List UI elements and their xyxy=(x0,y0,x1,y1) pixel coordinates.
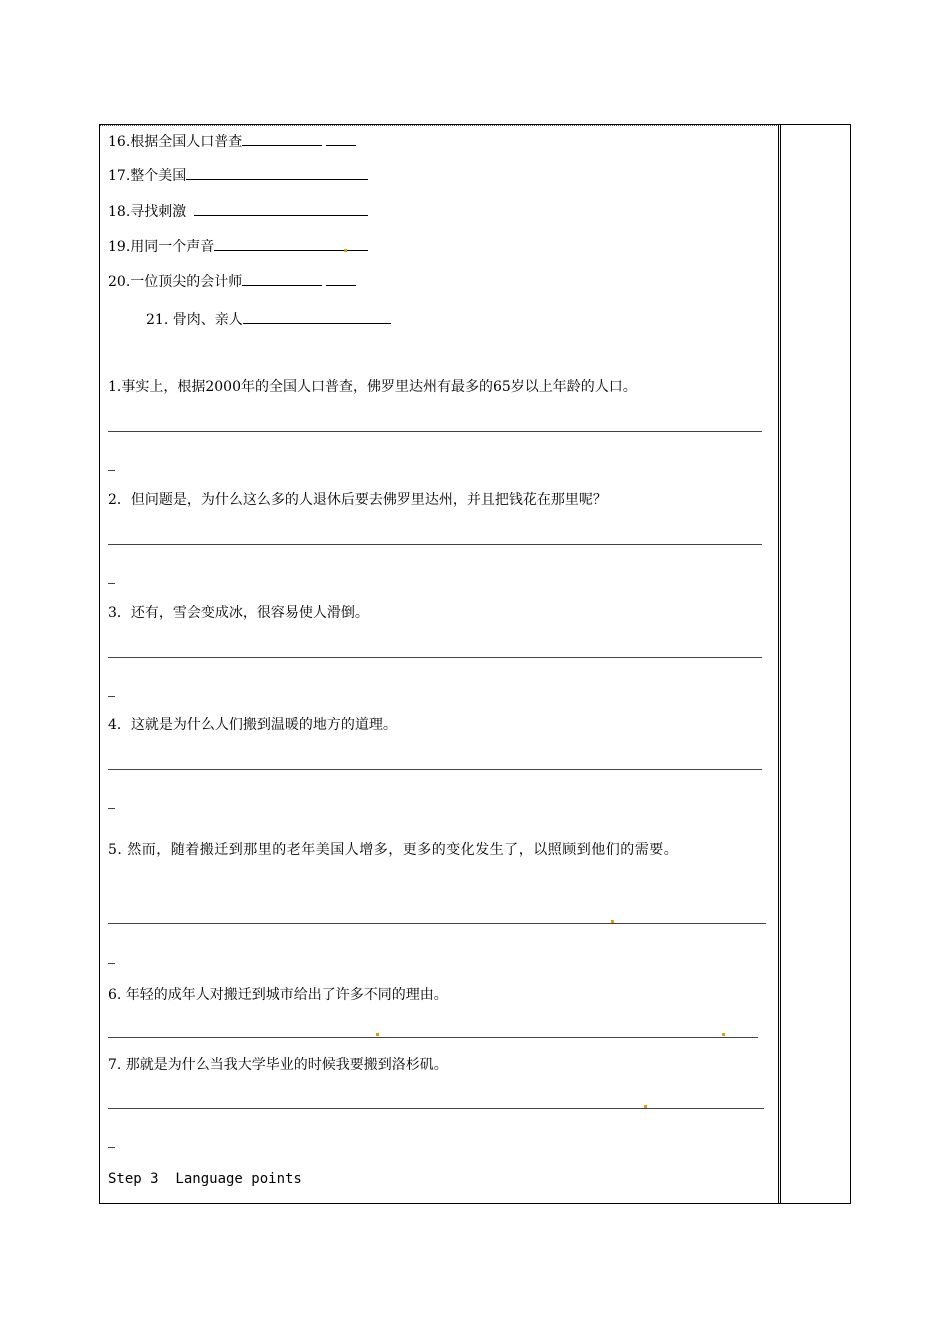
answer-line[interactable] xyxy=(108,431,762,432)
vocab-item-20 xyxy=(108,271,356,291)
column-divider xyxy=(778,125,779,1203)
vocab-label: 20.一位顶尖的会计师 xyxy=(108,274,243,290)
line-end-mark xyxy=(108,1147,115,1148)
sentence-5: 5. 然而，随着搬迁到那里的老年美国人增多，更多的变化发生了，以照顾到他们的需要。 xyxy=(108,842,679,858)
answer-blank[interactable] xyxy=(214,236,308,251)
answer-blank[interactable] xyxy=(194,201,292,216)
answer-line[interactable] xyxy=(108,1037,758,1038)
ink-speck xyxy=(376,1033,379,1036)
answer-blank[interactable] xyxy=(243,309,391,324)
ink-speck xyxy=(722,1033,725,1036)
answer-blank[interactable] xyxy=(186,165,284,180)
vocab-item-16 xyxy=(108,131,356,151)
line-end-mark xyxy=(108,696,115,697)
ink-speck xyxy=(611,920,614,923)
line-end-mark xyxy=(108,808,115,809)
sentence-3: 3．还有，雪会变成冰，很容易使人滑倒。 xyxy=(108,605,369,621)
answer-blank[interactable] xyxy=(242,271,322,286)
vocab-item-18 xyxy=(108,201,368,221)
line-end-mark xyxy=(108,470,115,471)
answer-blank[interactable] xyxy=(242,131,322,146)
answer-blank[interactable] xyxy=(326,131,356,146)
sentence-1: 1.事实上，根据2000年的全国人口普查，佛罗里达州有最多的65岁以上年龄的人口。 xyxy=(108,379,637,395)
answer-line[interactable] xyxy=(108,1108,764,1109)
worksheet-frame xyxy=(99,124,851,1204)
answer-line[interactable] xyxy=(108,769,762,770)
sentence-6: 6. 年轻的成年人对搬迁到城市给出了许多不同的理由。 xyxy=(108,987,448,1003)
vocab-item-17 xyxy=(108,165,368,185)
answer-line[interactable] xyxy=(108,544,762,545)
answer-line[interactable] xyxy=(108,657,762,658)
sentence-2: 2．但问题是，为什么这么多的人退休后要去佛罗里达州，并且把钱花在那里呢？ xyxy=(108,492,607,508)
answer-line[interactable] xyxy=(108,923,766,924)
line-end-mark xyxy=(108,963,115,964)
top-dotted-border xyxy=(100,125,779,126)
vocab-item-21 xyxy=(146,309,391,329)
vocab-label: 16.根据全国人口普查 xyxy=(108,134,243,150)
vocab-label: 18.寻找刺激 xyxy=(108,204,187,220)
vocab-label: 19.用同一个声音 xyxy=(108,239,215,255)
section-heading-step3: Step 3 Language points xyxy=(108,1171,302,1187)
ink-speck xyxy=(644,1105,647,1108)
sentence-7: 7. 那就是为什么当我大学毕业的时候我要搬到洛杉矶。 xyxy=(108,1057,448,1073)
vocab-label: 17.整个美国 xyxy=(108,168,187,184)
vocab-label: 21. 骨肉、亲人 xyxy=(146,312,243,328)
vocab-item-19 xyxy=(108,236,368,256)
side-column xyxy=(780,125,850,1203)
answer-blank[interactable] xyxy=(292,201,368,216)
answer-blank[interactable] xyxy=(308,236,368,251)
answer-blank[interactable] xyxy=(284,165,368,180)
sentence-4: 4．这就是为什么人们搬到温暖的地方的道理。 xyxy=(108,717,397,733)
line-end-mark xyxy=(108,583,115,584)
ink-speck xyxy=(344,249,347,252)
answer-blank[interactable] xyxy=(326,271,356,286)
